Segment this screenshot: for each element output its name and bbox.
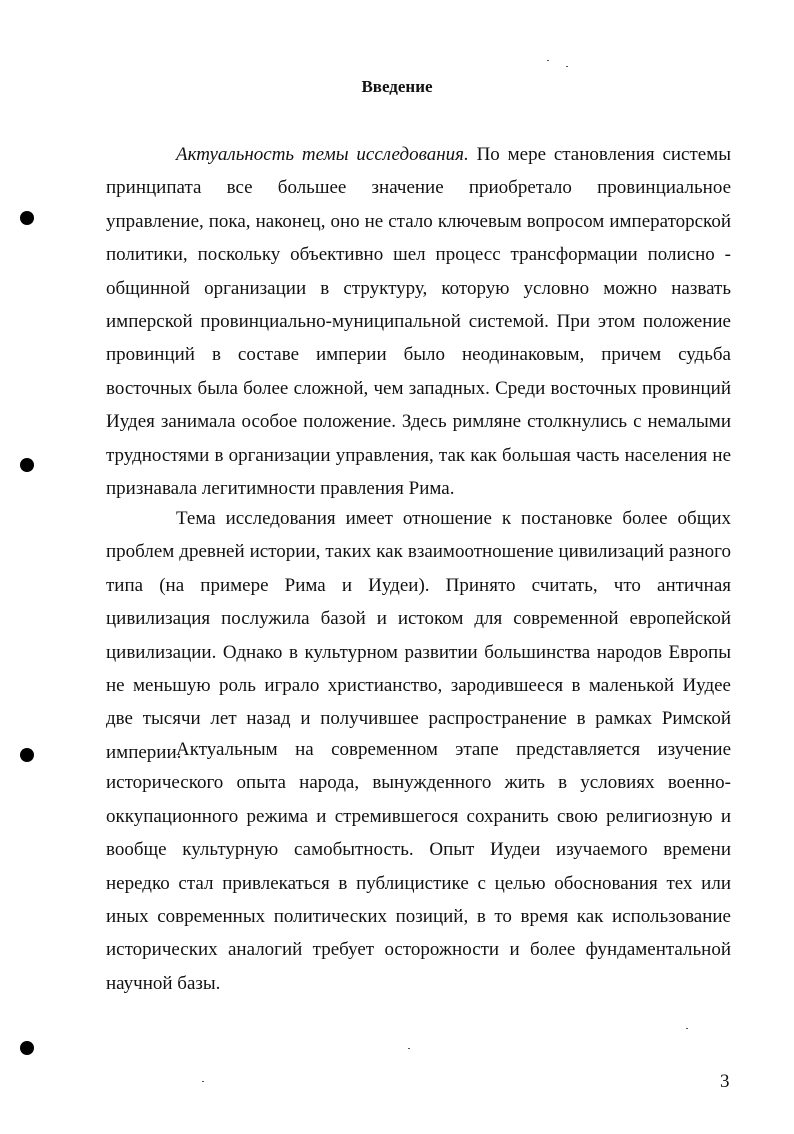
binder-hole <box>20 211 34 225</box>
binder-hole <box>20 1041 34 1055</box>
binder-hole <box>20 458 34 472</box>
scan-speck <box>202 1081 204 1082</box>
paragraph-1 <box>106 138 731 505</box>
scan-speck <box>547 60 549 61</box>
binder-hole <box>20 748 34 762</box>
page-number: 3 <box>720 1071 730 1092</box>
paragraph-3: Актуальным на современном этапе представляется изучение исторического опыта народа, вынужденного жить в условиях военно-оккупационного режима и стремившегося сохранить свою религиозную и вообще культурную самобытность. Опыт Иудеи изучаемого времени нередко стал привлекаться в публицистике с целью обоснования тех или иных современных политических позиций, в то время как использование исторических аналогий требует осторожности и более фундаментальной научной базы. <box>106 739 731 994</box>
paragraph-relevance <box>106 138 731 513</box>
paragraph-2: Тема исследования имеет отношение к постановке более общих проблем древней истории, таких как взаимоотношение цивилизаций разного типа (на примере Рима и Иудеи). Принято считать, что античная цивилизация послужила базой и истоком для современной европейской цивилизации. Однако в культурном развитии большинства народов Европы не меньшую роль играло христианство, зародившееся в маленькой Иудее две тысячи лет назад и получившее распространение в рамках Римской империи. <box>106 508 731 763</box>
scan-speck <box>566 66 568 67</box>
page-title: Введение <box>361 77 433 96</box>
scan-speck <box>408 1048 410 1049</box>
scan-speck <box>686 1028 688 1029</box>
paragraph-1-lead: Актуальность темы исследования. <box>176 144 469 165</box>
paragraph-1-text: По мере становления системы принципата все большее значение приобретало провинциальное управление, пока, наконец, оно не стало ключевым вопросом императорской политики, поскольку объективно шел процесс трансформации полисно - общинной организации в структуру, которую условно можно назвать имперской провинциально-муниципальной системой. При этом положение провинций в составе империи было неодинаковым, причем судьба восточных была более сложной, чем западных. Среди восточных провинций Иудея занимала особое положение. Здесь римляне столкнулись с немалыми трудностями в организации управления, так как большая часть населения не признавала легитимности правления Рима. <box>106 144 731 500</box>
paragraph-experience <box>106 733 731 1008</box>
